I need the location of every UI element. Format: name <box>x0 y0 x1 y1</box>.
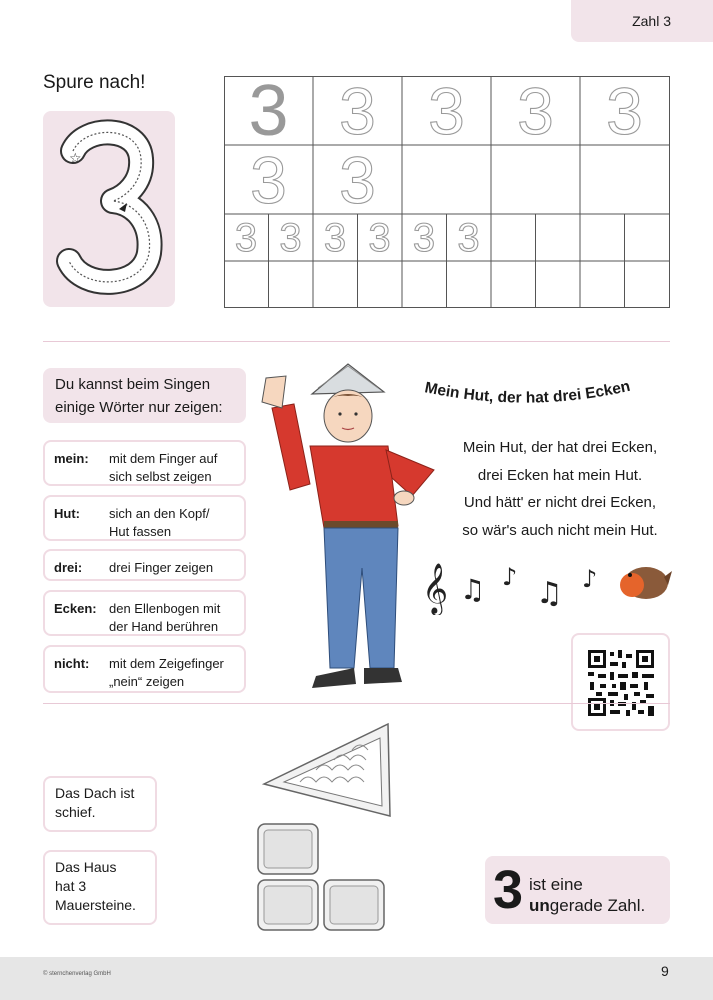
house-three-blocks-illustration <box>250 720 400 935</box>
eighth-notes-icon: ♫ <box>460 573 486 606</box>
tracing-three-icon <box>43 111 175 307</box>
eighth-note-icon: ♪ <box>582 565 598 593</box>
solid-three: 3 <box>248 70 289 151</box>
song-title-text: Mein Hut, der hat drei Ecken <box>423 377 632 407</box>
gesture-desc: Hut fassen <box>109 524 172 539</box>
dotted-three: 3 <box>339 73 376 148</box>
statement-roof-card <box>43 776 157 832</box>
lyric-line: drei Ecken hat mein Hut. <box>477 466 643 484</box>
page-number: 9 <box>661 963 669 979</box>
eighth-note-icon: ♪ <box>502 563 518 591</box>
music-notes-row <box>418 555 673 615</box>
svg-text:☆: ☆ <box>69 151 82 167</box>
gesture-desc: der Hand berühren <box>109 619 219 634</box>
odd-number-text: ist eine <box>529 875 583 894</box>
section-divider <box>43 341 670 342</box>
qr-code-icon <box>586 648 656 718</box>
statement-line: schief. <box>55 804 96 820</box>
gesture-row <box>43 440 246 486</box>
copyright-text: © sternchenverlag GmbH <box>43 971 111 977</box>
lyric-line: so wär's auch nicht mein Hut. <box>462 521 658 539</box>
small-dotted-three: 3 <box>368 215 391 260</box>
dotted-three: 3 <box>428 73 465 148</box>
singing-intro-line: Du kannst beim Singen <box>55 376 211 393</box>
odd-number-prefix: un <box>529 896 550 915</box>
eighth-notes-icon: ♫ <box>536 576 563 611</box>
small-dotted-three: 3 <box>279 215 302 260</box>
treble-clef-icon: 𝄞 <box>422 563 449 614</box>
dotted-three: 3 <box>250 142 287 217</box>
small-dotted-three: 3 <box>234 215 258 260</box>
gesture-row <box>43 645 246 693</box>
gesture-desc: mit dem Zeigefinger <box>109 656 224 671</box>
section-divider <box>43 703 670 704</box>
odd-number-card <box>485 856 670 924</box>
singing-intro-box <box>43 368 246 423</box>
gesture-desc: den Ellenbogen mit <box>109 601 221 616</box>
gesture-row <box>43 549 246 581</box>
gesture-desc: mit dem Finger auf <box>109 451 218 466</box>
odd-number-rest: gerade Zahl. <box>549 896 646 915</box>
dotted-three: 3 <box>606 73 643 148</box>
gesture-word: nicht: <box>54 656 90 671</box>
page-footer <box>0 957 713 1000</box>
gesture-desc: sich an den Kopf/ <box>109 506 210 521</box>
gesture-word: drei: <box>54 560 83 575</box>
gesture-desc: drei Finger zeigen <box>109 560 214 575</box>
boy-with-paper-hat-illustration <box>252 358 442 693</box>
gesture-word: Hut: <box>54 506 80 521</box>
odd-number-text <box>529 896 645 916</box>
gesture-word: Ecken: <box>54 601 97 616</box>
song-lyrics <box>430 434 690 544</box>
gesture-row <box>43 495 246 541</box>
gesture-desc: „nein“ zeigen <box>109 674 185 689</box>
qr-code-card[interactable] <box>571 633 670 731</box>
odd-number-digit: 3 <box>493 860 524 920</box>
statement-line: Das Dach ist <box>55 785 135 801</box>
gesture-word: mein: <box>54 451 89 466</box>
robin-bird-icon <box>620 567 672 599</box>
small-dotted-three: 3 <box>457 215 480 260</box>
singing-intro-line: einige Wörter nur zeigen: <box>55 399 223 416</box>
statement-bricks-card <box>43 850 157 925</box>
song-title <box>418 360 678 430</box>
statement-line: Das Haus <box>55 859 117 875</box>
small-dotted-three: 3 <box>323 215 347 260</box>
lyric-line: Und hätt' er nicht drei Ecken, <box>463 494 657 511</box>
instruction-title: Spure nach! <box>43 72 146 93</box>
dotted-three: 3 <box>517 73 554 148</box>
lyric-line: Mein Hut, der hat drei Ecken, <box>462 439 658 456</box>
svg-text:Mein Hut, der hat drei Ecken <box>423 378 632 407</box>
small-dotted-three: 3 <box>412 215 436 260</box>
tracing-model-card <box>43 111 175 307</box>
chapter-tab <box>571 0 713 42</box>
gesture-desc: sich selbst zeigen <box>109 469 212 484</box>
tracing-grid <box>224 70 670 308</box>
dotted-three: 3 <box>339 142 376 217</box>
gesture-row <box>43 590 246 636</box>
statement-line: hat 3 <box>55 878 87 894</box>
statement-line: Mauersteine. <box>55 897 136 913</box>
chapter-label: Zahl 3 <box>632 13 671 29</box>
